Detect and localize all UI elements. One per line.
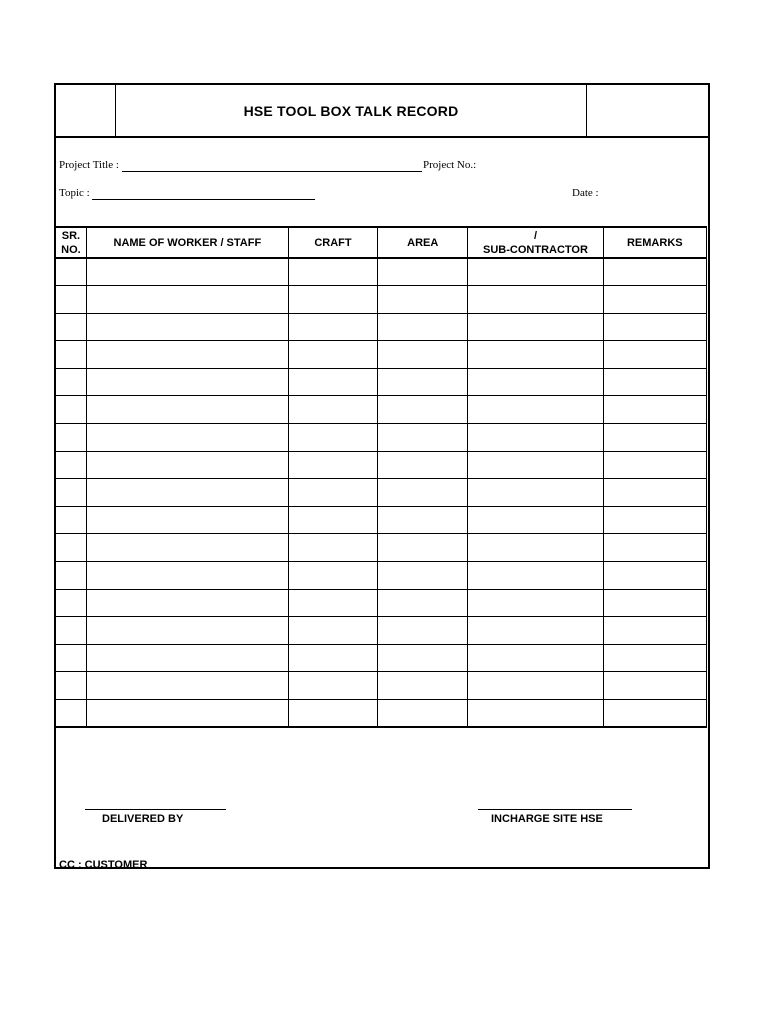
delivered-by-label: DELIVERED BY bbox=[102, 813, 184, 825]
table-cell[interactable] bbox=[86, 341, 288, 369]
table-cell[interactable] bbox=[86, 451, 288, 479]
table-cell[interactable] bbox=[288, 396, 377, 424]
table-cell[interactable] bbox=[56, 617, 87, 645]
col-header-sr-no: SR. NO. bbox=[56, 227, 87, 258]
table-cell[interactable] bbox=[288, 589, 377, 617]
table-cell[interactable] bbox=[56, 451, 87, 479]
table-cell[interactable] bbox=[86, 258, 288, 286]
table-cell[interactable] bbox=[378, 258, 468, 286]
table-cell[interactable] bbox=[288, 644, 377, 672]
table-cell[interactable] bbox=[603, 451, 706, 479]
table-cell[interactable] bbox=[378, 396, 468, 424]
table-cell[interactable] bbox=[288, 479, 377, 507]
table-row bbox=[56, 451, 707, 479]
table-row bbox=[56, 589, 707, 617]
table-cell[interactable] bbox=[468, 672, 603, 700]
table-cell[interactable] bbox=[288, 451, 377, 479]
table-row bbox=[56, 562, 707, 590]
table-row bbox=[56, 341, 707, 369]
table-cell[interactable] bbox=[288, 672, 377, 700]
table-cell[interactable] bbox=[288, 617, 377, 645]
table-cell[interactable] bbox=[86, 672, 288, 700]
table-cell[interactable] bbox=[288, 424, 377, 452]
table-cell[interactable] bbox=[378, 562, 468, 590]
table-cell[interactable] bbox=[603, 672, 706, 700]
table-cell[interactable] bbox=[56, 644, 87, 672]
table-cell[interactable] bbox=[378, 617, 468, 645]
toolbox-talk-form bbox=[54, 83, 710, 869]
table-cell[interactable] bbox=[86, 479, 288, 507]
table-cell[interactable] bbox=[288, 341, 377, 369]
project-title-label: Project Title : bbox=[59, 159, 119, 171]
table-cell[interactable] bbox=[378, 368, 468, 396]
table-row bbox=[56, 534, 707, 562]
table-row bbox=[56, 479, 707, 507]
table-cell[interactable] bbox=[56, 672, 87, 700]
topic-label: Topic : bbox=[59, 187, 90, 199]
col-header-area: AREA bbox=[378, 227, 468, 258]
table-cell[interactable] bbox=[468, 258, 603, 286]
table-cell[interactable] bbox=[378, 313, 468, 341]
table-cell[interactable] bbox=[603, 644, 706, 672]
table-cell[interactable] bbox=[468, 589, 603, 617]
table-cell[interactable] bbox=[288, 368, 377, 396]
table-cell[interactable] bbox=[86, 286, 288, 314]
table-cell[interactable] bbox=[468, 368, 603, 396]
col-header-sub-contractor: / SUB-CONTRACTOR bbox=[468, 227, 603, 258]
table-cell[interactable] bbox=[288, 258, 377, 286]
col-header-name: NAME OF WORKER / STAFF bbox=[86, 227, 288, 258]
table-cell[interactable] bbox=[378, 506, 468, 534]
table-cell[interactable] bbox=[86, 396, 288, 424]
table-cell[interactable] bbox=[468, 534, 603, 562]
table-cell[interactable] bbox=[603, 479, 706, 507]
table-cell[interactable] bbox=[468, 341, 603, 369]
table-cell[interactable] bbox=[468, 313, 603, 341]
table-cell[interactable] bbox=[468, 617, 603, 645]
project-no-label: Project No.: bbox=[423, 159, 477, 171]
table-cell[interactable] bbox=[468, 286, 603, 314]
table-header-row bbox=[56, 227, 707, 258]
table-cell[interactable] bbox=[56, 589, 87, 617]
table-cell[interactable] bbox=[86, 424, 288, 452]
table-row bbox=[56, 506, 707, 534]
table-cell[interactable] bbox=[468, 644, 603, 672]
table-cell[interactable] bbox=[603, 313, 706, 341]
table-row bbox=[56, 617, 707, 645]
table-cell[interactable] bbox=[56, 286, 87, 314]
table-cell[interactable] bbox=[86, 589, 288, 617]
table-cell[interactable] bbox=[603, 534, 706, 562]
table-cell[interactable] bbox=[86, 644, 288, 672]
table-cell[interactable] bbox=[56, 341, 87, 369]
table-cell[interactable] bbox=[378, 451, 468, 479]
table-cell[interactable] bbox=[378, 644, 468, 672]
table-row bbox=[56, 286, 707, 314]
table-row bbox=[56, 258, 707, 286]
table-cell[interactable] bbox=[56, 479, 87, 507]
table-row bbox=[56, 368, 707, 396]
table-cell[interactable] bbox=[56, 396, 87, 424]
signature-section bbox=[56, 722, 708, 871]
col-header-craft: CRAFT bbox=[288, 227, 377, 258]
table-cell[interactable] bbox=[86, 562, 288, 590]
table-cell[interactable] bbox=[56, 424, 87, 452]
logo-box-right bbox=[586, 85, 708, 136]
table-cell[interactable] bbox=[603, 258, 706, 286]
table-cell[interactable] bbox=[86, 368, 288, 396]
logo-box-left bbox=[56, 85, 116, 136]
table-cell[interactable] bbox=[603, 424, 706, 452]
table-cell[interactable] bbox=[468, 424, 603, 452]
table-cell[interactable] bbox=[468, 451, 603, 479]
table-cell[interactable] bbox=[603, 506, 706, 534]
table-cell[interactable] bbox=[378, 589, 468, 617]
table-cell[interactable] bbox=[56, 534, 87, 562]
table-cell[interactable] bbox=[288, 562, 377, 590]
table-cell[interactable] bbox=[603, 368, 706, 396]
form-title: HSE TOOL BOX TALK RECORD bbox=[243, 102, 459, 119]
table-cell[interactable] bbox=[378, 479, 468, 507]
table-cell[interactable] bbox=[468, 562, 603, 590]
table-cell[interactable] bbox=[378, 424, 468, 452]
incharge-signature-line[interactable] bbox=[478, 809, 632, 810]
worker-record-table bbox=[55, 226, 707, 728]
table-cell[interactable] bbox=[288, 286, 377, 314]
table-cell[interactable] bbox=[86, 506, 288, 534]
table-cell[interactable] bbox=[56, 562, 87, 590]
table-cell[interactable] bbox=[603, 341, 706, 369]
table-cell[interactable] bbox=[288, 534, 377, 562]
table-cell[interactable] bbox=[603, 562, 706, 590]
form-header bbox=[56, 85, 708, 138]
table-cell[interactable] bbox=[603, 589, 706, 617]
table-cell[interactable] bbox=[86, 617, 288, 645]
table-cell[interactable] bbox=[378, 672, 468, 700]
table-cell[interactable] bbox=[603, 617, 706, 645]
table-cell[interactable] bbox=[378, 286, 468, 314]
project-title-field[interactable] bbox=[122, 171, 422, 172]
col-header-remarks: REMARKS bbox=[603, 227, 706, 258]
topic-field[interactable] bbox=[92, 199, 315, 200]
table-row bbox=[56, 644, 707, 672]
date-label: Date : bbox=[572, 187, 599, 199]
table-cell[interactable] bbox=[86, 313, 288, 341]
table-cell[interactable] bbox=[468, 396, 603, 424]
table-cell[interactable] bbox=[288, 506, 377, 534]
table-cell[interactable] bbox=[378, 534, 468, 562]
table-cell[interactable] bbox=[56, 258, 87, 286]
project-info-section bbox=[56, 138, 708, 226]
table-cell[interactable] bbox=[468, 479, 603, 507]
table-cell[interactable] bbox=[603, 286, 706, 314]
table-row bbox=[56, 313, 707, 341]
table-row bbox=[56, 424, 707, 452]
table-cell[interactable] bbox=[288, 313, 377, 341]
table-cell[interactable] bbox=[378, 341, 468, 369]
table-row bbox=[56, 396, 707, 424]
table-row bbox=[56, 672, 707, 700]
table-cell[interactable] bbox=[56, 313, 87, 341]
table-cell[interactable] bbox=[86, 534, 288, 562]
table-cell[interactable] bbox=[603, 396, 706, 424]
delivered-by-signature-line[interactable] bbox=[85, 809, 226, 810]
table-cell[interactable] bbox=[468, 506, 603, 534]
cc-label: CC : CUSTOMER bbox=[59, 859, 148, 871]
table-cell[interactable] bbox=[56, 506, 87, 534]
table-cell[interactable] bbox=[56, 368, 87, 396]
incharge-label: INCHARGE SITE HSE bbox=[491, 813, 603, 825]
